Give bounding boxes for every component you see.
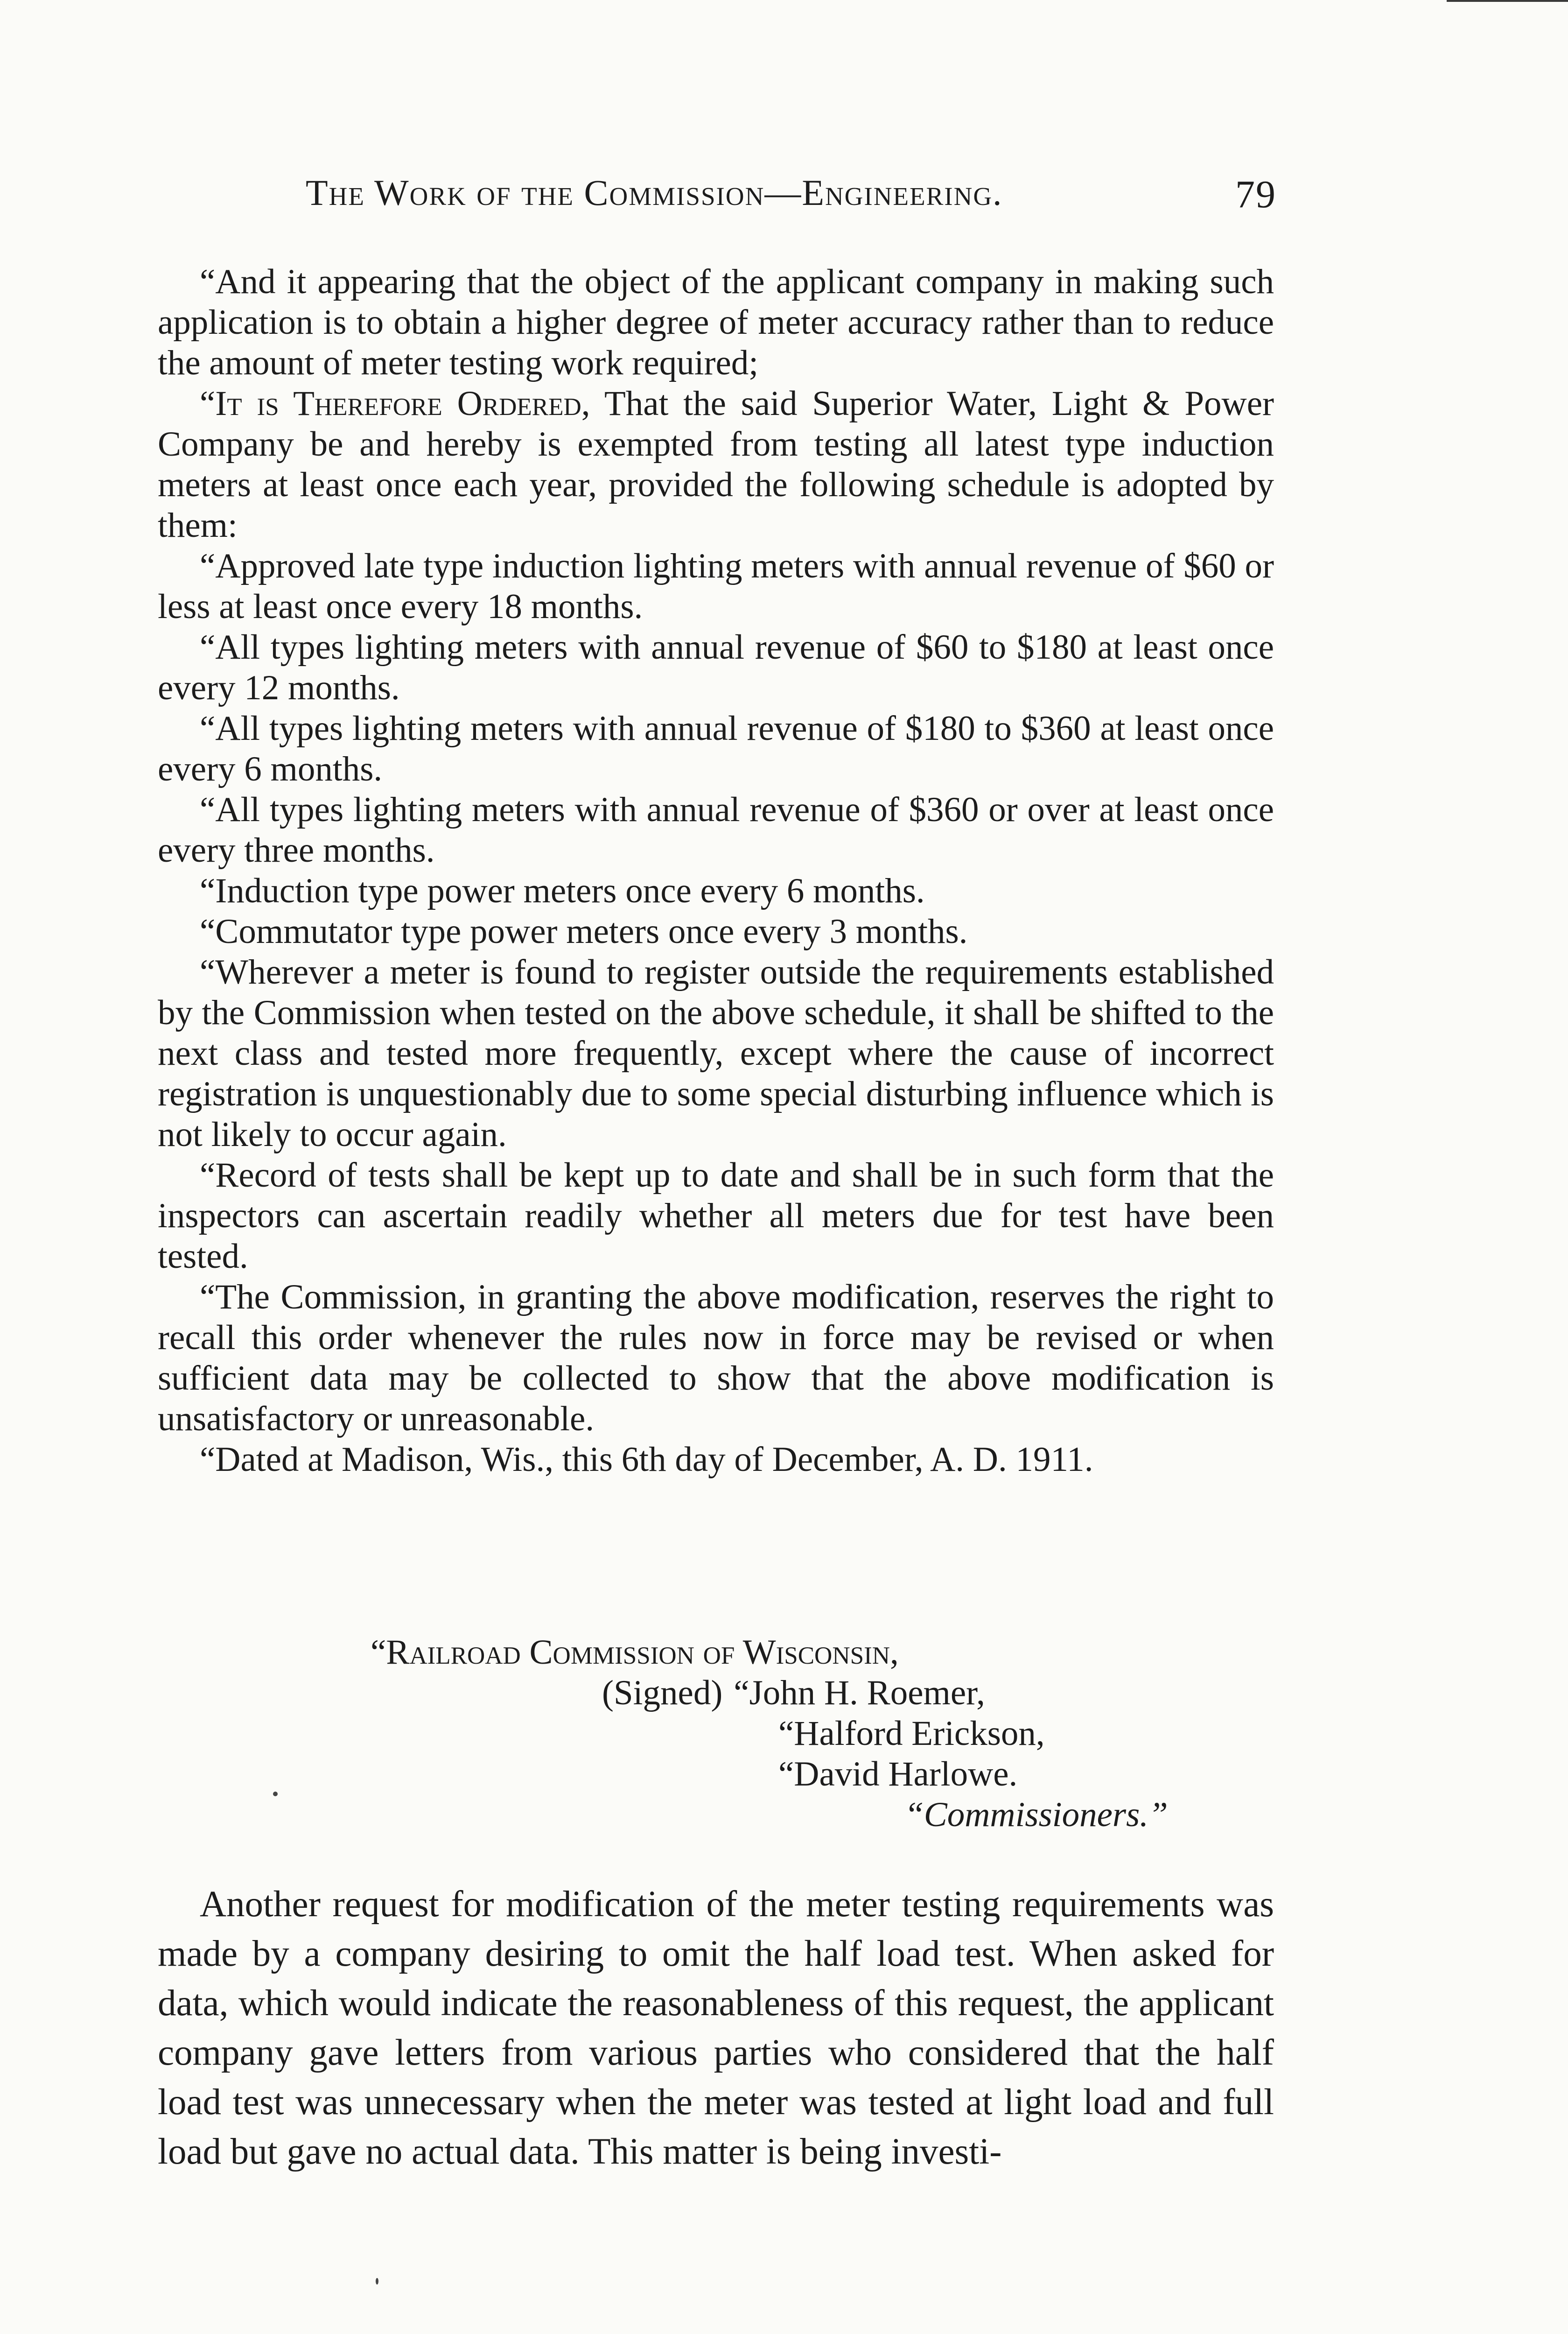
signature-organization: “Railroad Commission of Wisconsin, <box>371 1633 899 1672</box>
order-text <box>158 261 1274 1480</box>
paragraph-record: “Record of tests shall be kept up to date and shall be in such form that the inspectors can ascertain readily whether all meters due for test have been tested. <box>158 1156 1274 1276</box>
ordered-text: That the said Superior Water, Light & Power Company be and hereby is exempted from testing all latest type induction meters at least once each year, provided the following schedule is adopted by them: <box>158 384 1274 545</box>
paragraph-commission: “The Commission, in granting the above modification, reserves the right to recall this order whenever the rules now in force may be revised or when sufficient data may be collected to show that the above modification is unsatisfactory or unreasonable. <box>158 1278 1274 1438</box>
running-head-title: The Work of the Commission—Engineering. <box>306 172 1003 213</box>
paragraph-ordered <box>158 383 1274 546</box>
closing-text <box>158 1880 1274 2177</box>
signatory-name: “David Harlowe. <box>778 1755 1018 1793</box>
signed-prefix: (Signed) <box>602 1673 723 1712</box>
running-head <box>306 172 1276 218</box>
paragraph-appearing: “And it appearing that the object of the applicant company in making such application is to obtain a higher degree of meter accuracy rather than to reduce the amount of meter testing work required; <box>158 262 1274 382</box>
paragraph-schedule-5: “Induction type power meters once every 6 months. <box>200 872 925 910</box>
paragraph-schedule-4: “All types lighting meters with annual revenue of $360 or over at least once every three months. <box>158 790 1274 870</box>
paragraph-schedule-6: “Commutator type power meters once every 3 months. <box>200 912 968 951</box>
ordered-lead: “It is Therefore Ordered, <box>200 384 590 423</box>
scan-speck <box>376 2278 378 2285</box>
signature-line-1 <box>158 1673 1274 1713</box>
paragraph-schedule-2: “All types lighting meters with annual revenue of $60 to $180 at least once every 12 months. <box>158 628 1274 707</box>
paragraph-another-request: Another request for modification of the meter testing requirements was made by a company desiring to omit the half load test. When asked for data, which would indicate the reasonableness of this request, the applicant company gave letters from various parties who considered that the half load test was unnecessary when the meter was tested at light load and full load but gave no actual data. This matter is being investi- <box>158 1884 1274 2172</box>
paragraph-wherever: “Wherever a meter is found to register outside the requirements established by the Commission when tested on the above schedule, it shall be shifted to the next class and tested more frequently, except where the cause of incorrect registration is unquestionably due to some special disturbing influence which is not likely to occur again. <box>158 953 1274 1154</box>
paragraph-dated: “Dated at Madison, Wis., this 6th day of December, A. D. 1911. <box>200 1440 1093 1479</box>
paragraph-schedule-1: “Approved late type induction lighting meters with annual revenue of $60 or less at least once every 18 months. <box>158 547 1274 626</box>
signatory-name: “John H. Roemer, <box>734 1673 985 1712</box>
signatory-role: “Commissioners.” <box>904 1795 1168 1834</box>
scan-speck <box>273 1792 278 1796</box>
signatory-name: “Halford Erickson, <box>778 1714 1045 1753</box>
signature-block <box>158 1632 1274 1835</box>
paragraph-schedule-3: “All types lighting meters with annual revenue of $180 to $360 at least once every 6 months. <box>158 709 1274 788</box>
page-number: 79 <box>1235 173 1276 216</box>
scan-edge-rule-top <box>1447 0 1568 2</box>
